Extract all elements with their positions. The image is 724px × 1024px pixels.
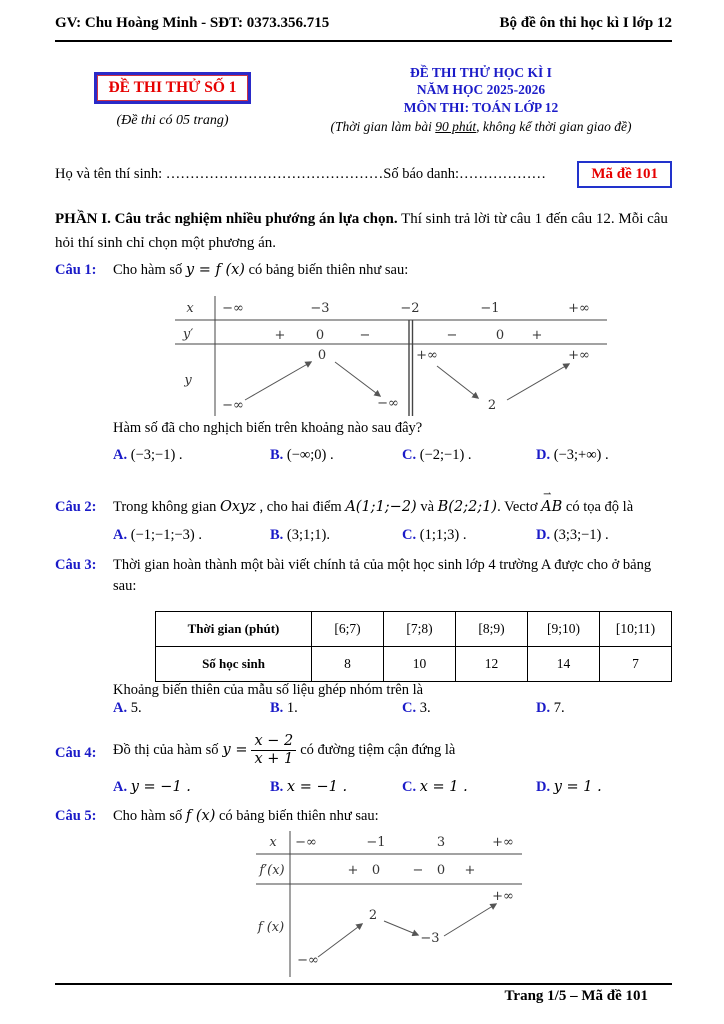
- q4-option-b: [270, 779, 402, 796]
- bbt5-sign4: 0: [436, 863, 446, 878]
- question-4-options: [113, 779, 684, 796]
- series-title: Bộ đề ôn thi học kì I lớp 12: [499, 15, 672, 31]
- question-3-label: Câu 3:: [55, 557, 97, 573]
- bbt5-sign5: +: [464, 863, 476, 878]
- question-4-text: [113, 733, 676, 767]
- q4-option-a-letter: A.: [113, 779, 128, 795]
- bbt1-sign6: +: [531, 328, 543, 343]
- bbt1-y-header: y: [184, 373, 192, 388]
- exam-number-box: ĐỀ THI THỬ SỐ 1: [94, 72, 250, 104]
- question-3-text: Thời gian hoàn thành một bài viết chính tả của một học sinh lớp 4 trường A được cho ở bảng sau:: [113, 557, 652, 595]
- question-1: [55, 260, 676, 281]
- bbt1-pinf-left: +∞: [416, 348, 438, 363]
- question-4: [55, 733, 676, 767]
- bbt1-x2: −3: [310, 301, 330, 316]
- stats-header-time: Thời gian (phút): [156, 612, 312, 647]
- bbt5-x4: +∞: [492, 835, 514, 850]
- q2-t2: , cho hai điểm: [255, 499, 346, 515]
- time-note-duration: 90 phút: [435, 118, 477, 134]
- candidate-name-label: Họ và tên thí sinh: ………………………………………: [55, 166, 384, 182]
- bbt5-max2: 2: [368, 908, 378, 923]
- q4-option-a: [113, 779, 270, 796]
- q1-option-c-letter: C.: [402, 447, 417, 463]
- q2-option-c-letter: C.: [402, 527, 417, 543]
- q2-option-d: [536, 527, 684, 544]
- stats-count-4: 14: [528, 647, 600, 682]
- title-left: [55, 62, 290, 135]
- stats-count-2: 10: [384, 647, 456, 682]
- q1-option-c: [402, 447, 536, 464]
- q3-option-b-letter: B.: [270, 700, 284, 716]
- q3-option-b: [270, 700, 402, 717]
- page-footer: Trang 1/5 – Mã đề 101: [504, 988, 648, 1004]
- stats-count-5: 7: [600, 647, 672, 682]
- question-5-text: [113, 806, 676, 827]
- bbt1-x5: +∞: [568, 301, 590, 316]
- time-note-post: , không kể thời gian giao đề): [476, 118, 632, 134]
- q4-fraction-denominator: x + 1: [254, 750, 294, 767]
- question-4-label: Câu 4:: [55, 745, 97, 761]
- stats-table-value-row: [156, 647, 672, 682]
- q2-m4: AB: [541, 499, 563, 515]
- q2-t4: . Vectơ: [497, 499, 542, 515]
- bbt1-minf-left: −∞: [222, 398, 244, 413]
- part1-intro: [55, 207, 674, 255]
- bbt5-minf: −∞: [297, 953, 319, 968]
- q4-fraction-numerator: x − 2: [251, 733, 296, 751]
- q4-option-a-value: y = −1 .: [130, 779, 191, 795]
- question-1-options: [113, 447, 684, 464]
- question-3-prompt: Khoảng biến thiên của mẫu số liệu ghép nhóm trên là: [113, 682, 424, 698]
- q3-option-d-letter: D.: [536, 700, 551, 716]
- bbt1-x-header: x: [186, 301, 194, 316]
- q2-vector-ab: [541, 489, 563, 518]
- footer-divider: [55, 983, 672, 985]
- q2-option-b: [270, 527, 402, 544]
- q2-option-d-value: (3;3;−1) .: [553, 527, 609, 543]
- candidate-number-label: Số báo danh:………………: [383, 166, 546, 182]
- q4-option-c: [402, 779, 536, 796]
- bbt5-sign3: −: [412, 863, 424, 878]
- q1-text-post: có bảng biến thiên như sau:: [244, 262, 409, 278]
- bbt1-x3: −2: [400, 301, 420, 316]
- title-block: [55, 62, 672, 135]
- question-2-options: [113, 527, 684, 544]
- question-1-label: Câu 1:: [55, 262, 97, 278]
- teacher-info: GV: Chu Hoàng Minh - SĐT: 0373.356.715: [55, 15, 330, 31]
- bbt5-f-header: f (x): [257, 920, 285, 935]
- q1-option-a: [113, 447, 270, 464]
- bbt5-min-m3: −3: [420, 931, 440, 946]
- q2-option-b-value: (3;1;1).: [286, 527, 331, 543]
- q2-m1: Oxyz: [220, 499, 256, 515]
- bbt5-pinf: +∞: [492, 889, 514, 904]
- bbt1-yprime-header: y′: [182, 327, 194, 342]
- q1-text-pre: Cho hàm số: [113, 262, 186, 278]
- q2-t3: và: [416, 499, 438, 515]
- q5-math: f (x): [185, 808, 216, 824]
- q4-option-b-value: x = −1 .: [286, 779, 348, 795]
- question-2-text: [113, 489, 676, 518]
- title-right: [290, 62, 672, 135]
- question-5-label: Câu 5:: [55, 808, 97, 824]
- question-3-options: [113, 700, 684, 717]
- q1-option-c-value: (−2;−1) .: [419, 447, 472, 463]
- q4-option-d: [536, 779, 684, 796]
- q1-option-a-letter: A.: [113, 447, 128, 463]
- vector-arrow-icon: ⇀: [543, 489, 552, 500]
- q2-option-a-letter: A.: [113, 527, 128, 543]
- exam-title-line3: MÔN THI: TOÁN LỚP 12: [403, 99, 559, 115]
- bbt1-sign4: −: [446, 328, 458, 343]
- exam-title-line1: ĐỀ THI THỬ HỌC KÌ I: [410, 65, 552, 80]
- q1-option-b: [270, 447, 402, 464]
- question-3: [55, 555, 676, 597]
- bbt1-x4: −1: [480, 301, 500, 316]
- bbt5-x-header: x: [269, 835, 277, 850]
- bbt1-x1: −∞: [222, 301, 244, 316]
- stats-table-header-row: [156, 612, 672, 647]
- pages-note: (Đề thi có 05 trang): [116, 113, 229, 128]
- bbt1-minf-mid: −∞: [377, 396, 399, 411]
- bbt5-x2: −1: [366, 835, 386, 850]
- bbt1-min2: 2: [487, 398, 497, 413]
- time-note: [290, 118, 672, 135]
- q2-option-a: [113, 527, 270, 544]
- stats-table-q3: [155, 611, 672, 682]
- stats-interval-3: [8;9): [456, 612, 528, 647]
- q1-option-d: [536, 447, 684, 464]
- question-5: [55, 806, 676, 827]
- stats-interval-2: [7;8): [384, 612, 456, 647]
- variation-table-q5: [256, 831, 522, 982]
- bbt1-sign1: +: [274, 328, 286, 343]
- q2-t1: Trong không gian: [113, 499, 221, 515]
- q4-t1: Đồ thị của hàm số: [113, 741, 219, 758]
- q3-option-b-value: 1.: [286, 700, 298, 716]
- candidate-row: [55, 161, 672, 188]
- part1-instructions: Thí sinh trả lời từ câu 1 đến câu 12. Mỗi câu hỏi thí sinh chỉ chọn một phương án.: [55, 211, 668, 251]
- bbt5-fprime-header: f′(x): [259, 863, 285, 878]
- bbt5-sign2: 0: [371, 863, 381, 878]
- bbt1-pinf-right: +∞: [568, 348, 590, 363]
- bbt1-max0: 0: [317, 348, 327, 363]
- q4-option-d-letter: D.: [536, 779, 551, 795]
- q4-fraction: [251, 733, 296, 767]
- question-1-prompt: Hàm số đã cho nghịch biến trên khoảng nào sau đây?: [113, 420, 423, 436]
- q1-option-b-value: (−∞;0) .: [286, 447, 334, 463]
- stats-interval-4: [9;10): [528, 612, 600, 647]
- q3-option-c-value: 3.: [419, 700, 431, 716]
- q4-t2: có đường tiệm cận đứng là: [300, 741, 456, 758]
- bbt1-sign5: 0: [495, 328, 505, 343]
- bbt5-sign1: +: [347, 863, 359, 878]
- q1-option-a-value: (−3;−1) .: [130, 447, 183, 463]
- stats-interval-1: [6;7): [312, 612, 384, 647]
- q1-option-d-value: (−3;+∞) .: [553, 447, 609, 463]
- q3-option-a: [113, 700, 270, 717]
- q2-option-c-value: (1;1;3) .: [419, 527, 467, 543]
- q2-option-d-letter: D.: [536, 527, 551, 543]
- q1-option-d-letter: D.: [536, 447, 551, 463]
- bbt1-sign2: 0: [315, 328, 325, 343]
- q5-text-post: có bảng biến thiên như sau:: [215, 808, 379, 824]
- q3-option-d: [536, 700, 684, 717]
- q2-option-c: [402, 527, 536, 544]
- exam-title-line2: NĂM HỌC 2025-2026: [416, 82, 546, 98]
- part1-heading: PHẦN I. Câu trắc nghiệm nhiều phướng án lựa chọn.: [55, 211, 398, 227]
- q4-m1: y =: [222, 741, 248, 758]
- stats-count-3: 12: [456, 647, 528, 682]
- question-1-text: [113, 260, 676, 281]
- question-2-label: Câu 2:: [55, 499, 97, 515]
- stats-interval-5: [10;11): [600, 612, 672, 647]
- q1-math: y = f (x): [185, 262, 245, 278]
- q2-m3: B(2;2;1): [437, 499, 498, 515]
- bbt5-x3: 3: [436, 835, 446, 850]
- question-2: [55, 489, 676, 518]
- stats-header-count: Số học sinh: [156, 647, 312, 682]
- q3-option-c-letter: C.: [402, 700, 417, 716]
- q2-t5: có tọa độ là: [562, 499, 634, 515]
- q3-option-a-value: 5.: [130, 700, 142, 716]
- q1-option-b-letter: B.: [270, 447, 284, 463]
- q3-option-c: [402, 700, 536, 717]
- exam-code-badge: Mã đề 101: [577, 161, 672, 188]
- bbt1-sign3: −: [359, 328, 371, 343]
- q4-option-c-value: x = 1 .: [419, 779, 468, 795]
- q2-m2: A(1;1;−2): [345, 499, 417, 515]
- page-header: [55, 15, 672, 42]
- q3-option-a-letter: A.: [113, 700, 128, 716]
- variation-table-q1: [175, 296, 607, 421]
- bbt5-x1: −∞: [295, 835, 317, 850]
- q3-option-d-value: 7.: [553, 700, 565, 716]
- stats-count-1: 8: [312, 647, 384, 682]
- q2-option-a-value: (−1;−1;−3) .: [130, 527, 202, 543]
- q4-option-b-letter: B.: [270, 779, 284, 795]
- q5-text-pre: Cho hàm số: [113, 808, 186, 824]
- q4-option-d-value: y = 1 .: [553, 779, 602, 795]
- time-note-pre: (Thời gian làm bài: [330, 118, 436, 134]
- q4-option-c-letter: C.: [402, 779, 417, 795]
- q2-option-b-letter: B.: [270, 527, 284, 543]
